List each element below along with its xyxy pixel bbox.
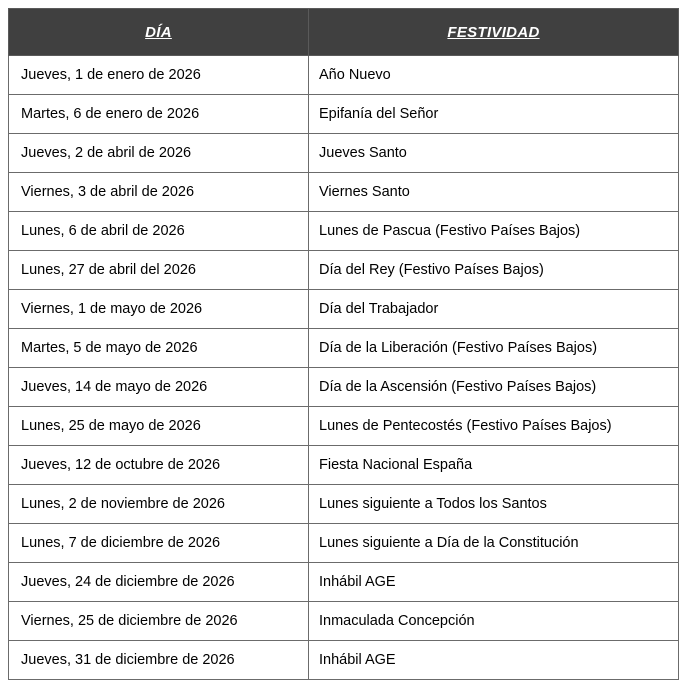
cell-day: Jueves, 1 de enero de 2026 <box>9 56 309 95</box>
table-row <box>9 446 679 485</box>
column-header-festivity-label: FESTIVIDAD <box>447 23 540 41</box>
cell-day: Jueves, 2 de abril de 2026 <box>9 134 309 173</box>
cell-day: Viernes, 1 de mayo de 2026 <box>9 290 309 329</box>
cell-festivity: Epifanía del Señor <box>309 95 679 134</box>
cell-day: Lunes, 25 de mayo de 2026 <box>9 407 309 446</box>
table-row <box>9 485 679 524</box>
cell-festivity: Lunes siguiente a Todos los Santos <box>309 485 679 524</box>
column-header-festivity <box>309 9 679 56</box>
cell-festivity: Día de la Liberación (Festivo Países Bajos) <box>309 329 679 368</box>
cell-day: Lunes, 6 de abril de 2026 <box>9 212 309 251</box>
table-header <box>9 9 679 56</box>
table-row <box>9 56 679 95</box>
cell-festivity: Inhábil AGE <box>309 641 679 680</box>
cell-day: Lunes, 27 de abril del 2026 <box>9 251 309 290</box>
cell-day: Martes, 5 de mayo de 2026 <box>9 329 309 368</box>
cell-day: Jueves, 31 de diciembre de 2026 <box>9 641 309 680</box>
cell-festivity: Día de la Ascensión (Festivo Países Bajos) <box>309 368 679 407</box>
cell-festivity: Año Nuevo <box>309 56 679 95</box>
cell-festivity: Fiesta Nacional España <box>309 446 679 485</box>
cell-festivity: Inhábil AGE <box>309 563 679 602</box>
table-row <box>9 251 679 290</box>
holiday-table <box>8 8 679 680</box>
table-header-row <box>9 9 679 56</box>
cell-festivity: Viernes Santo <box>309 173 679 212</box>
cell-festivity: Lunes de Pascua (Festivo Países Bajos) <box>309 212 679 251</box>
table-row <box>9 173 679 212</box>
table-row <box>9 368 679 407</box>
cell-festivity: Inmaculada Concepción <box>309 602 679 641</box>
cell-festivity: Lunes de Pentecostés (Festivo Países Bajos) <box>309 407 679 446</box>
table-body <box>9 56 679 680</box>
cell-day: Viernes, 25 de diciembre de 2026 <box>9 602 309 641</box>
table-row <box>9 95 679 134</box>
table-row <box>9 329 679 368</box>
table-row <box>9 407 679 446</box>
cell-day: Jueves, 14 de mayo de 2026 <box>9 368 309 407</box>
cell-day: Lunes, 2 de noviembre de 2026 <box>9 485 309 524</box>
table-row <box>9 290 679 329</box>
cell-day: Jueves, 12 de octubre de 2026 <box>9 446 309 485</box>
cell-day: Viernes, 3 de abril de 2026 <box>9 173 309 212</box>
column-header-day-label: DÍA <box>145 23 172 41</box>
table-row <box>9 134 679 173</box>
table-row <box>9 524 679 563</box>
table-row <box>9 212 679 251</box>
cell-day: Martes, 6 de enero de 2026 <box>9 95 309 134</box>
cell-day: Jueves, 24 de diciembre de 2026 <box>9 563 309 602</box>
column-header-day <box>9 9 309 56</box>
table-row <box>9 563 679 602</box>
cell-festivity: Día del Trabajador <box>309 290 679 329</box>
table-row <box>9 602 679 641</box>
cell-festivity: Día del Rey (Festivo Países Bajos) <box>309 251 679 290</box>
cell-festivity: Jueves Santo <box>309 134 679 173</box>
table-row <box>9 641 679 680</box>
cell-day: Lunes, 7 de diciembre de 2026 <box>9 524 309 563</box>
cell-festivity: Lunes siguiente a Día de la Constitución <box>309 524 679 563</box>
